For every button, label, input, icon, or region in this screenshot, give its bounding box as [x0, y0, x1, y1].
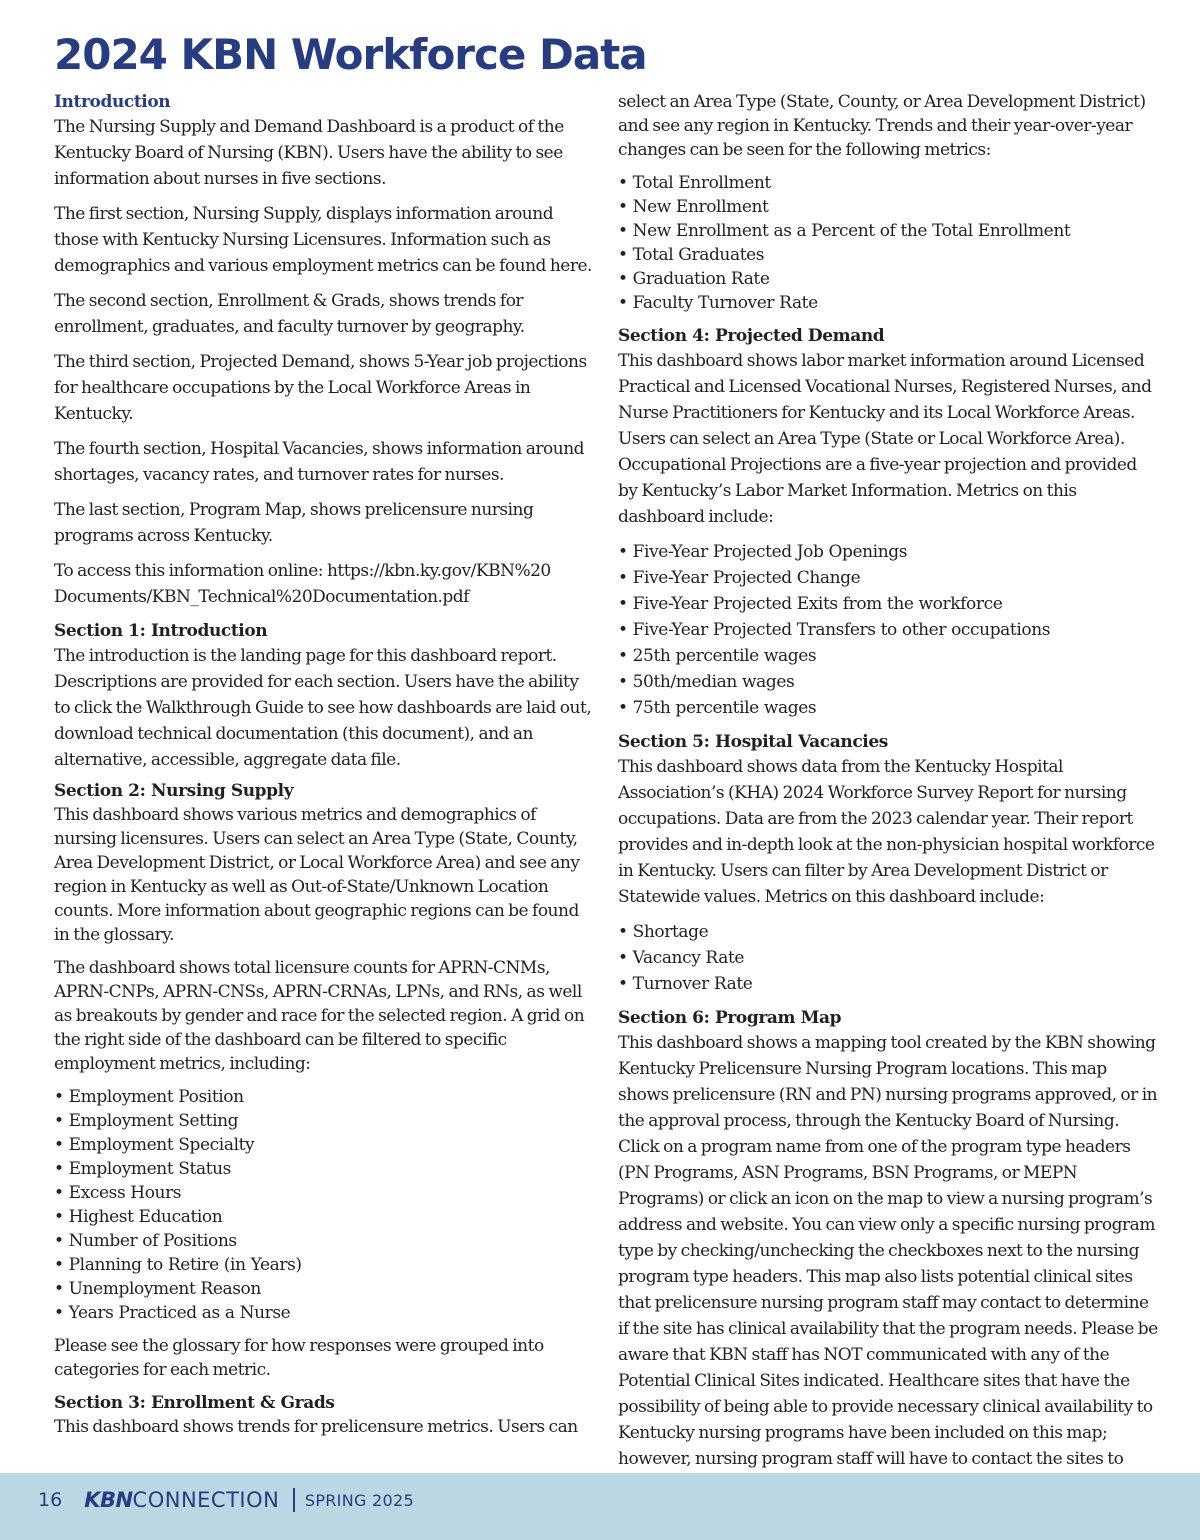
section-3-heading: Section 3: Enrollment & Grads: [54, 1393, 335, 1413]
list-item: • Faculty Turnover Rate: [618, 291, 1158, 315]
list-item: • Total Graduates: [618, 243, 1158, 267]
list-item: • Five-Year Projected Job Openings: [618, 539, 1158, 565]
list-item: • 25th percentile wages: [618, 643, 1158, 669]
section-5-paragraph: This dashboard shows data from the Kentucky Hospital Association’s (KHA) 2024 Workforce Survey Report for nursing occupations. Data are from the 2023 calendar year. Their report provides and in-depth look at the non-physician hospital workforce in Kentucky. Users can filter by Area Development District or Statewide values. Metrics on this dashboard include:: [618, 757, 1155, 907]
intro-paragraph: The Nursing Supply and Demand Dashboard is a product of the Kentucky Board of Nursing (KBN). Users have the ability to see information about nurses in five sections.: [54, 117, 564, 189]
section-6-paragraph: This dashboard shows a mapping tool created by the KBN showing Kentucky Prelicensure Nursing Program locations. This map shows prelicensure (RN and PN) nursing programs approved, or in the approval process, through the Kentucky Board of Nursing. Click on a program name from one of the program type headers (PN Programs, ASN Programs, BSN Programs, or MEPN Programs) or click an icon on the map to view a nursing program’s address and website. You can view only a specific nursing program type by checking/unchecking the checkboxes next to the nursing program type headers. This map also lists potential clinical sites that prelicensure nursing program staff may contact to determine if the site has clinical availability that the program needs. Please be aware that KBN staff has NOT communicated with any of the Potential Clinical Sites indicated. Healthcare sites that have the possibility of being able to provide necessary clinical availability to Kentucky nursing programs have been included on this map; however, nursing program staff will have to contact the sites to: [618, 1033, 1158, 1469]
section-4-heading: Section 4: Projected Demand: [618, 326, 885, 346]
list-item: • Graduation Rate: [618, 267, 1158, 291]
section-1-paragraph: The introduction is the landing page for this dashboard report. Descriptions are provided for each section. Users have the ability to click the Walkthrough Guide to see how dashboards are laid out, download technical documentation (this document), and an alternative, accessible, aggregate data file.: [54, 646, 592, 770]
section-2-paragraph: This dashboard shows various metrics and demographics of nursing licensures. Users can select an Area Type (State, County, Area Development District, or Local Workforce Area) and see any region in Kentucky as well as Out-of-State/Unknown Location counts. More information about geographic regions can be found in the glossary.: [54, 805, 580, 945]
projected-demand-metrics-list: [618, 539, 1158, 721]
list-item: • Vacancy Rate: [618, 945, 1158, 971]
issue-label: SPRING 2025: [304, 1490, 414, 1510]
page-title: 2024 KBN Workforce Data: [54, 30, 647, 79]
section-2-heading: Section 2: Nursing Supply: [54, 781, 294, 801]
section-2-paragraph: The dashboard shows total licensure counts for APRN-CNMs, APRN-CNPs, APRN-CNSs, APRN-CRNAs, LPNs, and RNs, as well as breakouts by gender and race for the selected region. A grid on the right side of the dashboard can be filtered to specific employment metrics, including:: [54, 958, 585, 1074]
list-item: • New Enrollment as a Percent of the Total Enrollment: [618, 219, 1158, 243]
intro-paragraph: The second section, Enrollment & Grads, shows trends for enrollment, graduates, and faculty turnover by geography.: [54, 291, 525, 337]
section-5-heading: Section 5: Hospital Vacancies: [618, 732, 888, 752]
publication-brand-bold: KBN: [84, 1488, 133, 1512]
section-2-paragraph: Please see the glossary for how responses were grouped into categories for each metric.: [54, 1336, 544, 1380]
list-item: • Five-Year Projected Exits from the workforce: [618, 591, 1158, 617]
list-item: • Employment Specialty: [54, 1133, 594, 1157]
list-item: • Years Practiced as a Nurse: [54, 1301, 594, 1325]
list-item: • Five-Year Projected Transfers to other occupations: [618, 617, 1158, 643]
intro-paragraph: The first section, Nursing Supply, displays information around those with Kentucky Nursing Licensures. Information such as demographics and various employment metrics can be found here.: [54, 204, 592, 276]
list-item: • Unemployment Reason: [54, 1277, 594, 1301]
list-item: • Total Enrollment: [618, 171, 1158, 195]
left-column: [54, 90, 594, 1439]
enrollment-metrics-list: [618, 171, 1158, 315]
page-footer: [0, 1473, 1200, 1540]
list-item: • Five-Year Projected Change: [618, 565, 1158, 591]
section-6-heading: Section 6: Program Map: [618, 1008, 842, 1028]
list-item: • 50th/median wages: [618, 669, 1158, 695]
documentation-link-paragraph: To access this information online: https://kbn.ky.gov/KBN%20 Documents/KBN_Technical%20Documentation.pdf: [54, 561, 551, 607]
introduction-heading: Introduction: [54, 92, 171, 112]
section-4-paragraph: This dashboard shows labor market information around Licensed Practical and Licensed Vocational Nurses, Registered Nurses, and Nurse Practitioners for Kentucky and its Local Workforce Areas. Users can select an Area Type (State or Local Workforce Area). Occupational Projections are a five-year projection and provided by Kentucky’s Labor Market Information. Metrics on this dashboard include:: [618, 351, 1152, 527]
list-item: • Number of Positions: [54, 1229, 594, 1253]
footer-divider: [293, 1488, 295, 1512]
right-column: [618, 90, 1158, 1498]
list-item: • Turnover Rate: [618, 971, 1158, 997]
list-item: • Shortage: [618, 919, 1158, 945]
list-item: • New Enrollment: [618, 195, 1158, 219]
section-3-paragraph-start: This dashboard shows trends for prelicensure metrics. Users can: [54, 1417, 578, 1437]
list-item: • Employment Position: [54, 1085, 594, 1109]
intro-paragraph: The third section, Projected Demand, shows 5-Year job projections for healthcare occupations by the Local Workforce Areas in Kentucky.: [54, 352, 587, 424]
page-number: 16: [38, 1489, 63, 1511]
hospital-vacancy-metrics-list: [618, 919, 1158, 997]
list-item: • Highest Education: [54, 1205, 594, 1229]
intro-paragraph: The last section, Program Map, shows prelicensure nursing programs across Kentucky.: [54, 500, 534, 546]
list-item: • Excess Hours: [54, 1181, 594, 1205]
list-item: • Planning to Retire (in Years): [54, 1253, 594, 1277]
list-item: • Employment Status: [54, 1157, 594, 1181]
publication-brand-light: CONNECTION: [132, 1488, 280, 1512]
list-item: • 75th percentile wages: [618, 695, 1158, 721]
list-item: • Employment Setting: [54, 1109, 594, 1133]
employment-metrics-list: [54, 1085, 594, 1325]
section-3-paragraph-continued: select an Area Type (State, County, or Area Development District) and see any region in Kentucky. Trends and their year-over-year changes can be seen for the following metrics:: [618, 92, 1146, 160]
intro-paragraph: The fourth section, Hospital Vacancies, shows information around shortages, vacancy rates, and turnover rates for nurses.: [54, 439, 585, 485]
section-1-heading: Section 1: Introduction: [54, 621, 268, 641]
